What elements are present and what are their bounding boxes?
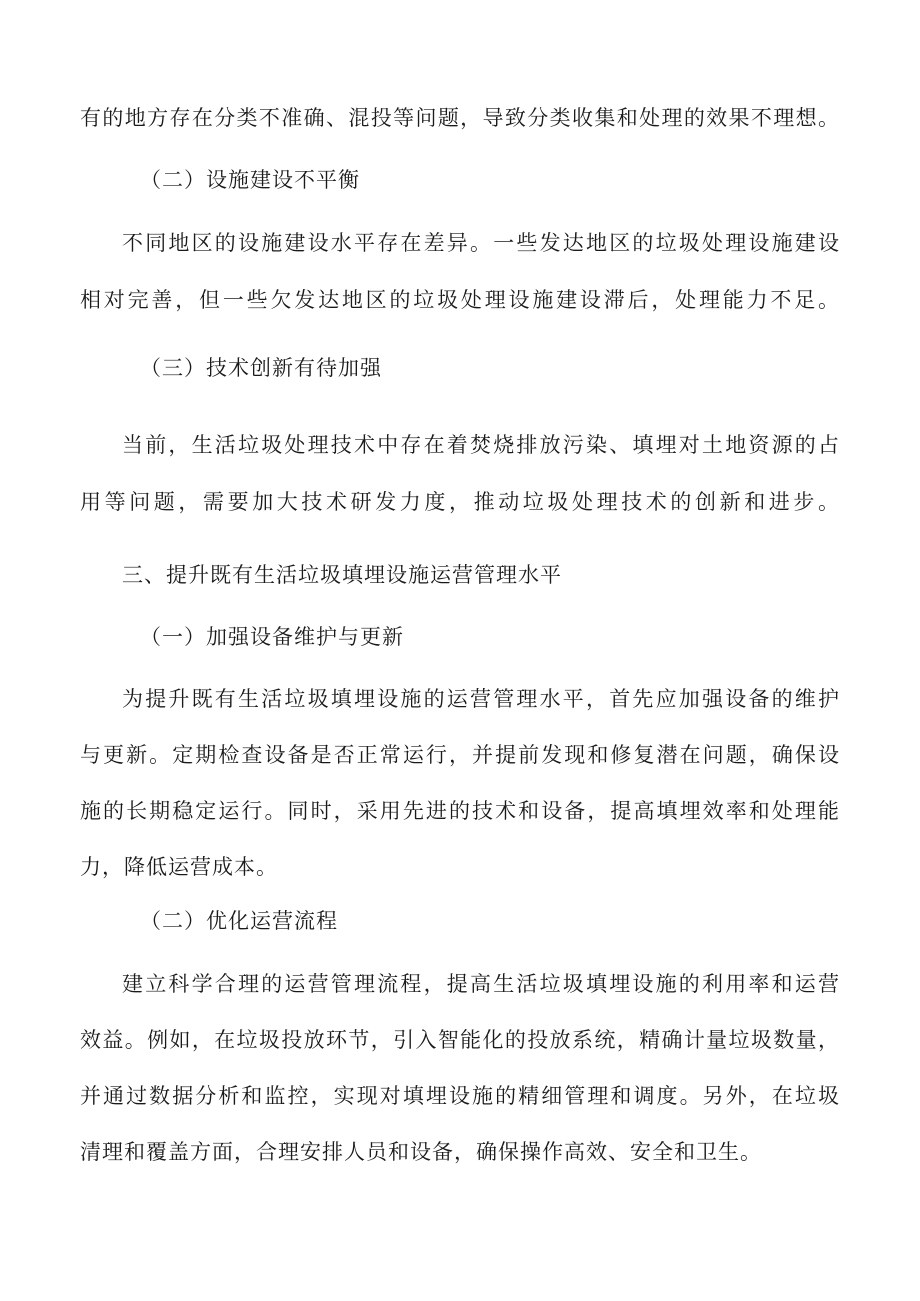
subheading-optimize-operations: （二）优化运营流程 [140,909,338,933]
paragraph-line: 建立科学合理的运营管理流程，提高生活垃圾填埋设施的利用率和运营 [122,972,840,996]
paragraph-line: 力，降低运营成本。 [80,855,278,879]
paragraph-line: 效益。例如，在垃圾投放环节，引入智能化的投放系统，精确计量垃圾数量， [80,1028,840,1052]
subheading-tech-innovation: （三）技术创新有待加强 [140,356,382,380]
paragraph-line: 为提升既有生活垃圾填埋设施的运营管理水平，首先应加强设备的维护 [122,687,840,711]
paragraph-line: 并通过数据分析和监控，实现对填埋设施的精细管理和调度。另外，在垃圾 [80,1084,840,1108]
paragraph-line: 不同地区的设施建设水平存在差异。一些发达地区的垃圾处理设施建设 [122,231,840,255]
paragraph-line: 相对完善，但一些欠发达地区的垃圾处理设施建设滞后，处理能力不足。 [80,288,840,312]
paragraph-line: 与更新。定期检查设备是否正常运行，并提前发现和修复潜在问题，确保设 [80,743,840,767]
paragraph-line: 施的长期稳定运行。同时，采用先进的技术和设备，提高填埋效率和处理能 [80,799,840,823]
paragraph-line: 用等问题，需要加大技术研发力度，推动垃圾处理技术的创新和进步。 [80,490,840,514]
subheading-equipment-maintenance: （一）加强设备维护与更新 [140,625,404,649]
section-heading: 三、提升既有生活垃圾填埋设施运营管理水平 [122,563,562,587]
paragraph-line: 当前，生活垃圾处理技术中存在着焚烧排放污染、填埋对土地资源的占 [122,433,840,457]
paragraph-line: 清理和覆盖方面，合理安排人员和设备，确保操作高效、安全和卫生。 [80,1140,762,1164]
subheading-facility-imbalance: （二）设施建设不平衡 [140,168,360,192]
paragraph-line: 有的地方存在分类不准确、混投等问题，导致分类收集和处理的效果不理想。 [80,106,840,130]
